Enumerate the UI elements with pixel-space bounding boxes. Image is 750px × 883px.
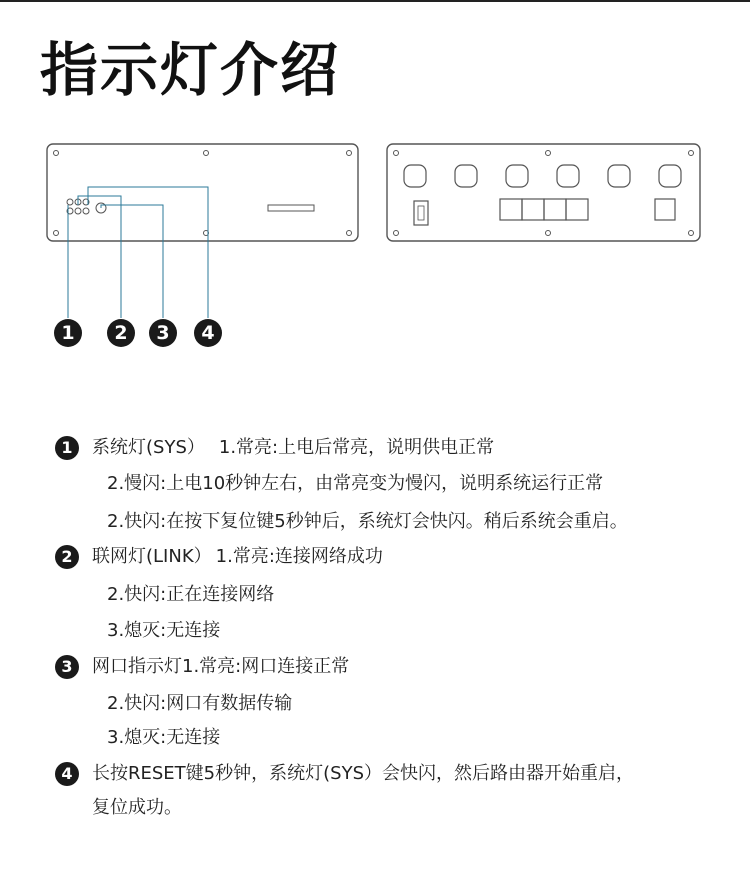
- page-title: 指示灯介绍: [40, 36, 341, 104]
- marker-4: 4: [194, 319, 222, 347]
- section-line: 2.快闪:在按下复位键5秒钟后，系统灯会快闪。稍后系统会重启。: [107, 511, 628, 532]
- section-line: 2.慢闪:上电10秒钟左右，由常亮变为慢闪，说明系统运行正常: [107, 473, 604, 494]
- section-line: 3.熄灭:无连接: [107, 620, 221, 641]
- front-panel: [47, 144, 358, 318]
- marker-3: 3: [149, 319, 177, 347]
- section-line: 2.快闪:正在连接网络: [107, 584, 275, 605]
- section-line: 3.熄灭:无连接: [107, 727, 221, 748]
- section-title: 网口指示灯: [92, 656, 182, 677]
- section-number: 1: [55, 436, 79, 460]
- section-line: 复位成功。: [92, 797, 182, 818]
- device-diagram: [0, 0, 750, 360]
- section-title: 系统灯(SYS）: [92, 437, 205, 458]
- section-line: 1.常亮:连接网络成功: [215, 546, 383, 567]
- section-line: 2.快闪:网口有数据传输: [107, 693, 293, 714]
- section-number: 2: [55, 545, 79, 569]
- section-line: 1.常亮:网口连接正常: [182, 656, 350, 677]
- back-panel: [387, 144, 700, 241]
- section-line: 1.常亮:上电后常亮，说明供电正常: [218, 437, 495, 458]
- section-line: 长按RESET键5秒钟，系统灯(SYS）会快闪，然后路由器开始重启，: [92, 763, 634, 784]
- section-number: 3: [55, 655, 79, 679]
- section-heading: [92, 436, 494, 460]
- section-heading: [92, 545, 383, 569]
- section-heading: [92, 655, 349, 679]
- section-number: 4: [55, 762, 79, 786]
- marker-2: 2: [107, 319, 135, 347]
- marker-1: 1: [54, 319, 82, 347]
- section-title: 联网灯(LINK）: [92, 546, 212, 567]
